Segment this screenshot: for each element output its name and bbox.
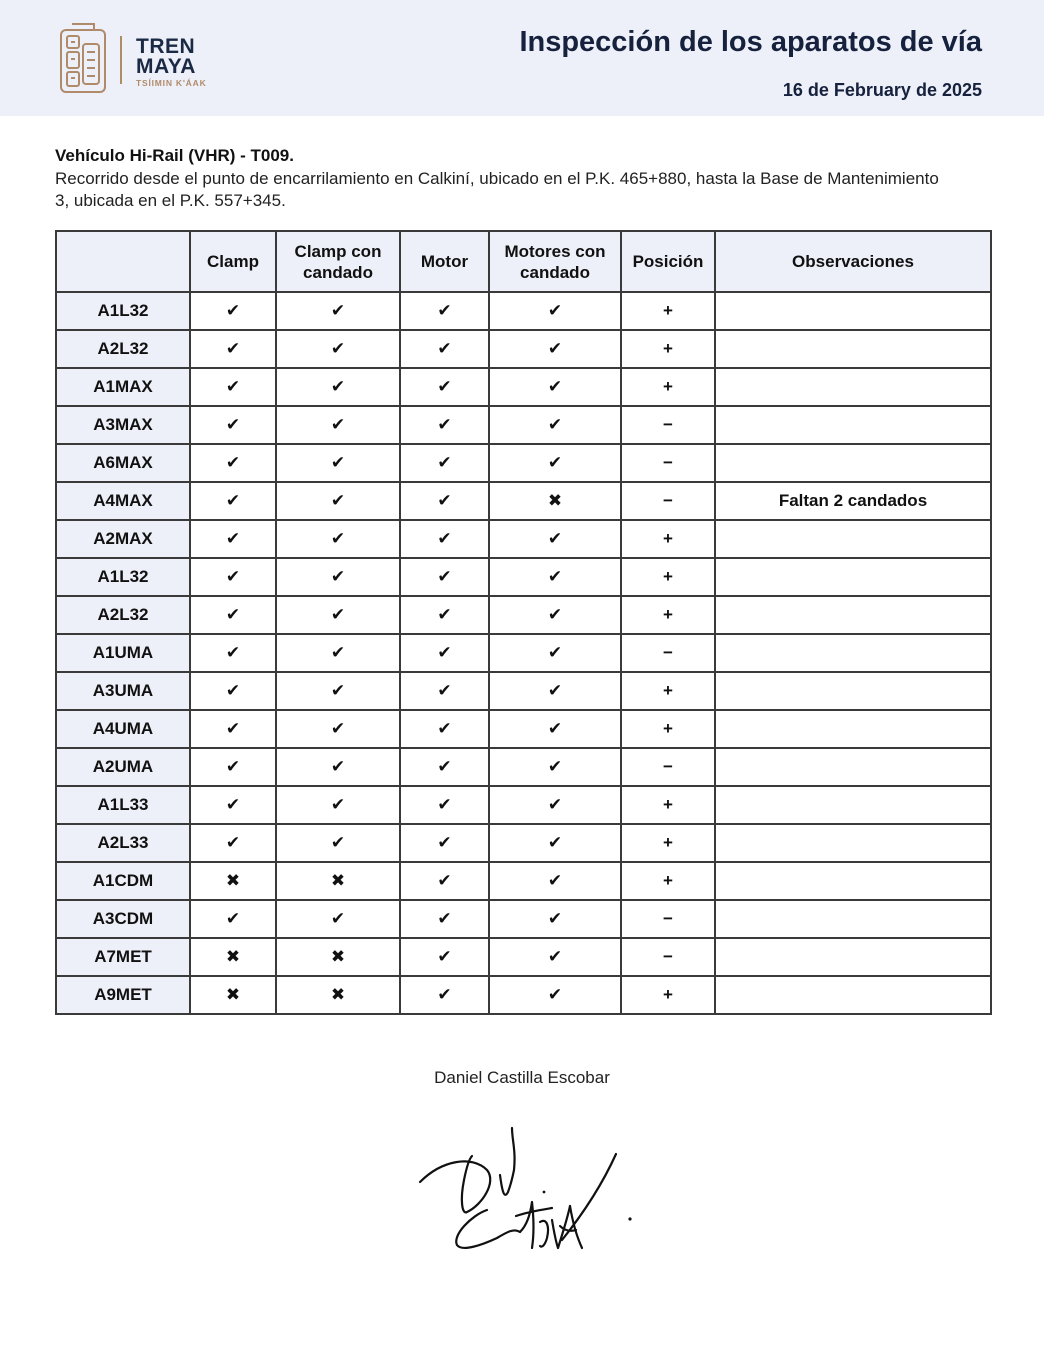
table-row: [56, 938, 991, 976]
table-row: [56, 406, 991, 444]
code-cell: A3CDM: [56, 900, 190, 938]
table-row: [56, 748, 991, 786]
observaciones-cell: [715, 368, 991, 406]
code-cell: A3MAX: [56, 406, 190, 444]
clamp-cell: ✖: [190, 976, 276, 1014]
clamp-cell: ✔: [190, 558, 276, 596]
motor-cell: ✔: [400, 976, 489, 1014]
clamp-candado-cell: ✔: [276, 634, 400, 672]
clamp-cell: ✔: [190, 824, 276, 862]
clamp-cell: ✔: [190, 292, 276, 330]
clamp-candado-cell: ✔: [276, 596, 400, 634]
posicion-cell: +: [621, 824, 715, 862]
posicion-cell: +: [621, 520, 715, 558]
posicion-cell: −: [621, 900, 715, 938]
motor-cell: ✔: [400, 406, 489, 444]
motor-cell: ✔: [400, 786, 489, 824]
observaciones-cell: [715, 292, 991, 330]
header-cell-clamp-candado: Clamp con candado: [276, 231, 400, 292]
clamp-candado-cell: ✔: [276, 482, 400, 520]
motor-cell: ✔: [400, 520, 489, 558]
code-cell: A1L32: [56, 558, 190, 596]
posicion-cell: +: [621, 292, 715, 330]
clamp-cell: ✖: [190, 862, 276, 900]
clamp-candado-cell: ✔: [276, 558, 400, 596]
header-cell-observaciones: Observaciones: [715, 231, 991, 292]
table-row: [56, 330, 991, 368]
clamp-cell: ✔: [190, 710, 276, 748]
observaciones-cell: [715, 786, 991, 824]
observaciones-cell: [715, 520, 991, 558]
observaciones-cell: [715, 596, 991, 634]
motores-candado-cell: ✔: [489, 406, 621, 444]
vehicle-label: Vehículo Hi-Rail (VHR) - T009.: [55, 146, 294, 165]
clamp-cell: ✔: [190, 368, 276, 406]
header-cell-motor: Motor: [400, 231, 489, 292]
observaciones-cell: Faltan 2 candados: [715, 482, 991, 520]
code-cell: A1MAX: [56, 368, 190, 406]
observaciones-cell: [715, 862, 991, 900]
motor-cell: ✔: [400, 444, 489, 482]
code-cell: A3UMA: [56, 672, 190, 710]
observaciones-cell: [715, 748, 991, 786]
header-cell-clamp: Clamp: [190, 231, 276, 292]
code-cell: A1L32: [56, 292, 190, 330]
posicion-cell: +: [621, 786, 715, 824]
code-cell: A2UMA: [56, 748, 190, 786]
motor-cell: ✔: [400, 824, 489, 862]
motores-candado-cell: ✔: [489, 672, 621, 710]
posicion-cell: +: [621, 976, 715, 1014]
motor-cell: ✔: [400, 748, 489, 786]
clamp-candado-cell: ✔: [276, 368, 400, 406]
posicion-cell: −: [621, 444, 715, 482]
posicion-cell: +: [621, 330, 715, 368]
clamp-candado-cell: ✔: [276, 672, 400, 710]
table-header-row: [56, 231, 991, 292]
table-row: [56, 710, 991, 748]
code-cell: A9MET: [56, 976, 190, 1014]
motores-candado-cell: ✔: [489, 900, 621, 938]
posicion-cell: +: [621, 558, 715, 596]
table-body: [56, 292, 991, 1014]
page-header: [0, 0, 1044, 116]
posicion-cell: +: [621, 368, 715, 406]
motores-candado-cell: ✔: [489, 710, 621, 748]
motores-candado-cell: ✔: [489, 368, 621, 406]
code-cell: A6MAX: [56, 444, 190, 482]
posicion-cell: +: [621, 672, 715, 710]
motores-candado-cell: ✔: [489, 444, 621, 482]
code-cell: A4UMA: [56, 710, 190, 748]
table-row: [56, 634, 991, 672]
clamp-cell: ✔: [190, 596, 276, 634]
code-cell: A2L32: [56, 330, 190, 368]
motores-candado-cell: ✔: [489, 558, 621, 596]
clamp-candado-cell: ✔: [276, 444, 400, 482]
inspection-table: [55, 230, 992, 1015]
clamp-cell: ✔: [190, 900, 276, 938]
header-cell-motores-candado: Motores con candado: [489, 231, 621, 292]
motor-cell: ✔: [400, 596, 489, 634]
motores-candado-cell: ✔: [489, 786, 621, 824]
page-title: Inspección de los aparatos de vía: [519, 26, 982, 58]
table-row: [56, 558, 991, 596]
clamp-candado-cell: ✔: [276, 406, 400, 444]
clamp-cell: ✔: [190, 786, 276, 824]
clamp-cell: ✔: [190, 748, 276, 786]
code-cell: A1L33: [56, 786, 190, 824]
table-row: [56, 824, 991, 862]
tren-maya-logo: [58, 22, 218, 96]
motores-candado-cell: ✔: [489, 976, 621, 1014]
report-date: 16 de February de 2025: [782, 80, 982, 100]
clamp-candado-cell: ✔: [276, 710, 400, 748]
table-row: [56, 976, 991, 1014]
table-row: [56, 292, 991, 330]
posicion-cell: +: [621, 596, 715, 634]
motor-cell: ✔: [400, 368, 489, 406]
clamp-cell: ✔: [190, 672, 276, 710]
posicion-cell: +: [621, 862, 715, 900]
motores-candado-cell: ✖: [489, 482, 621, 520]
observaciones-cell: [715, 444, 991, 482]
signer-name: Daniel Castilla Escobar: [434, 1068, 610, 1087]
motor-cell: ✔: [400, 292, 489, 330]
observaciones-cell: [715, 634, 991, 672]
motores-candado-cell: ✔: [489, 824, 621, 862]
code-cell: A2L33: [56, 824, 190, 862]
table-row: [56, 596, 991, 634]
motor-cell: ✔: [400, 900, 489, 938]
posicion-cell: −: [621, 406, 715, 444]
observaciones-cell: [715, 330, 991, 368]
code-cell: A4MAX: [56, 482, 190, 520]
observaciones-cell: [715, 824, 991, 862]
logo-divider: [120, 36, 122, 84]
posicion-cell: −: [621, 748, 715, 786]
motor-cell: ✔: [400, 482, 489, 520]
table-row: [56, 368, 991, 406]
table-row: [56, 862, 991, 900]
clamp-cell: ✔: [190, 634, 276, 672]
motor-cell: ✔: [400, 862, 489, 900]
clamp-candado-cell: ✔: [276, 292, 400, 330]
code-cell: A2MAX: [56, 520, 190, 558]
motores-candado-cell: ✔: [489, 938, 621, 976]
motor-cell: ✔: [400, 330, 489, 368]
motores-candado-cell: ✔: [489, 634, 621, 672]
observaciones-cell: [715, 938, 991, 976]
code-cell: A1CDM: [56, 862, 190, 900]
logo-text-line2: MAYA: [136, 55, 196, 78]
table-row: [56, 786, 991, 824]
clamp-cell: ✔: [190, 482, 276, 520]
motor-cell: ✔: [400, 672, 489, 710]
motor-cell: ✔: [400, 634, 489, 672]
handwritten-signature: [412, 1120, 642, 1260]
header-cell-code: [56, 231, 190, 292]
motores-candado-cell: ✔: [489, 748, 621, 786]
posicion-cell: −: [621, 938, 715, 976]
route-description: Recorrido desde el punto de encarrilamiento en Calkiní, ubicado en el P.K. 465+880, hasta la Base de Mantenimiento 3, ubicada en el P.K. 557+345.: [55, 169, 939, 210]
clamp-candado-cell: ✖: [276, 938, 400, 976]
motores-candado-cell: ✔: [489, 596, 621, 634]
observaciones-cell: [715, 976, 991, 1014]
posicion-cell: −: [621, 482, 715, 520]
observaciones-cell: [715, 406, 991, 444]
motores-candado-cell: ✔: [489, 330, 621, 368]
clamp-candado-cell: ✖: [276, 862, 400, 900]
maya-glyph-icon: [58, 22, 108, 96]
clamp-cell: ✖: [190, 938, 276, 976]
posicion-cell: +: [621, 710, 715, 748]
observaciones-cell: [715, 710, 991, 748]
table-row: [56, 900, 991, 938]
motores-candado-cell: ✔: [489, 292, 621, 330]
observaciones-cell: [715, 900, 991, 938]
table-row: [56, 520, 991, 558]
clamp-cell: ✔: [190, 406, 276, 444]
clamp-cell: ✔: [190, 444, 276, 482]
clamp-candado-cell: ✔: [276, 900, 400, 938]
clamp-candado-cell: ✔: [276, 748, 400, 786]
observaciones-cell: [715, 558, 991, 596]
clamp-cell: ✔: [190, 520, 276, 558]
observaciones-cell: [715, 672, 991, 710]
logo-subtitle: TSÍIMIN K'ÁAK: [136, 78, 207, 88]
motor-cell: ✔: [400, 710, 489, 748]
logo-text-line1: TREN: [136, 35, 196, 58]
code-cell: A7MET: [56, 938, 190, 976]
clamp-candado-cell: ✔: [276, 824, 400, 862]
table-row: [56, 482, 991, 520]
header-cell-posicion: Posición: [621, 231, 715, 292]
posicion-cell: −: [621, 634, 715, 672]
motores-candado-cell: ✔: [489, 520, 621, 558]
table-row: [56, 444, 991, 482]
code-cell: A2L32: [56, 596, 190, 634]
clamp-candado-cell: ✔: [276, 330, 400, 368]
clamp-candado-cell: ✔: [276, 520, 400, 558]
motor-cell: ✔: [400, 938, 489, 976]
clamp-cell: ✔: [190, 330, 276, 368]
clamp-candado-cell: ✔: [276, 786, 400, 824]
code-cell: A1UMA: [56, 634, 190, 672]
table-row: [56, 672, 991, 710]
clamp-candado-cell: ✖: [276, 976, 400, 1014]
motor-cell: ✔: [400, 558, 489, 596]
motores-candado-cell: ✔: [489, 862, 621, 900]
